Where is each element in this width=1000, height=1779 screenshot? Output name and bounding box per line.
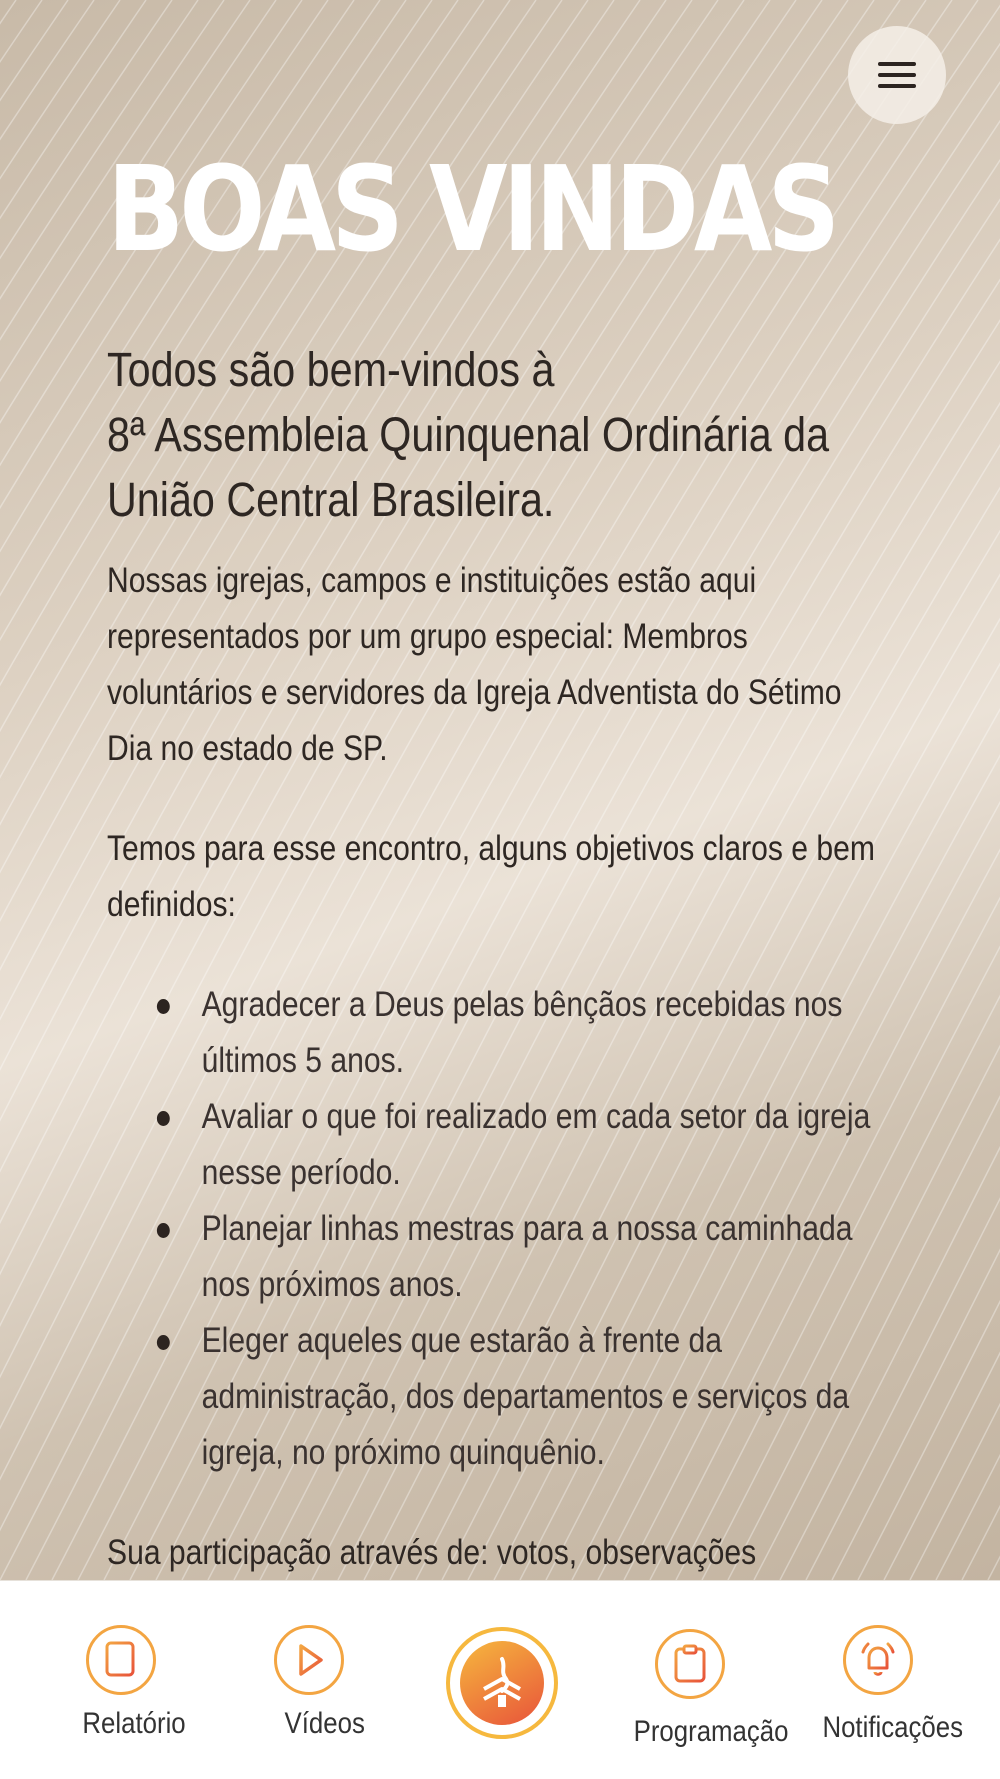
background-line — [988, 0, 1000, 1580]
nav-label-relatorio: Relatório — [82, 1707, 186, 1740]
background-line — [0, 0, 120, 1580]
intro-line: União Central Brasileira. — [107, 474, 555, 527]
menu-button[interactable] — [848, 26, 946, 124]
nav-label-videos: Vídeos — [284, 1707, 365, 1740]
nav-item-videos[interactable] — [250, 1581, 375, 1779]
paragraph-participation: Sua participação através de: votos, observações — [107, 1533, 757, 1572]
intro-line: 8ª Assembleia Quinquenal Ordinária da — [107, 409, 830, 462]
paragraph-objectives: Temos para esse encontro, alguns objetivos claros e bem definidos: — [107, 829, 875, 924]
play-icon — [274, 1625, 344, 1695]
background-line — [0, 0, 42, 1580]
background-line — [0, 0, 68, 1580]
church-logo-icon — [446, 1627, 558, 1739]
main-content — [107, 140, 897, 1625]
intro-heading — [107, 338, 898, 533]
document-icon — [86, 1625, 156, 1695]
list-item: Planejar linhas mestras para a nossa caminhada nos próximos anos. — [107, 1201, 881, 1313]
page-title: BOAS VINDAS — [107, 140, 836, 278]
nav-item-relatorio[interactable] — [60, 1581, 185, 1779]
hamburger-menu-icon — [878, 55, 916, 95]
nav-label-programacao: Programação — [633, 1715, 789, 1748]
list-item: Agradecer a Deus pelas bênçãos recebidas nos últimos 5 anos. — [107, 977, 881, 1089]
clipboard-icon — [655, 1629, 725, 1699]
nav-label-notificacoes: Notificações — [822, 1711, 963, 1744]
list-item: Eleger aqueles que estarão à frente da administração, dos departamentos e serviços da igreja, no próximo quinquênio. — [107, 1313, 881, 1481]
list-item: Avaliar o que foi realizado em cada setor da igreja nesse período. — [107, 1089, 881, 1201]
objectives-list — [107, 977, 881, 1481]
nav-item-programacao[interactable] — [615, 1581, 789, 1779]
paragraph-representatives: Nossas igrejas, campos e instituições estão aqui representados por um grupo especial: Membros voluntários e servidores da Igreja Adventista do Sétimo Dia no estado de SP. — [107, 561, 842, 768]
nav-item-notificacoes[interactable] — [805, 1581, 965, 1779]
background-line — [936, 0, 1000, 1580]
bottom-navigation — [0, 1580, 1000, 1779]
bell-icon — [843, 1625, 913, 1695]
intro-line: Todos são bem-vindos à — [107, 344, 555, 397]
nav-item-home[interactable] — [442, 1581, 562, 1779]
